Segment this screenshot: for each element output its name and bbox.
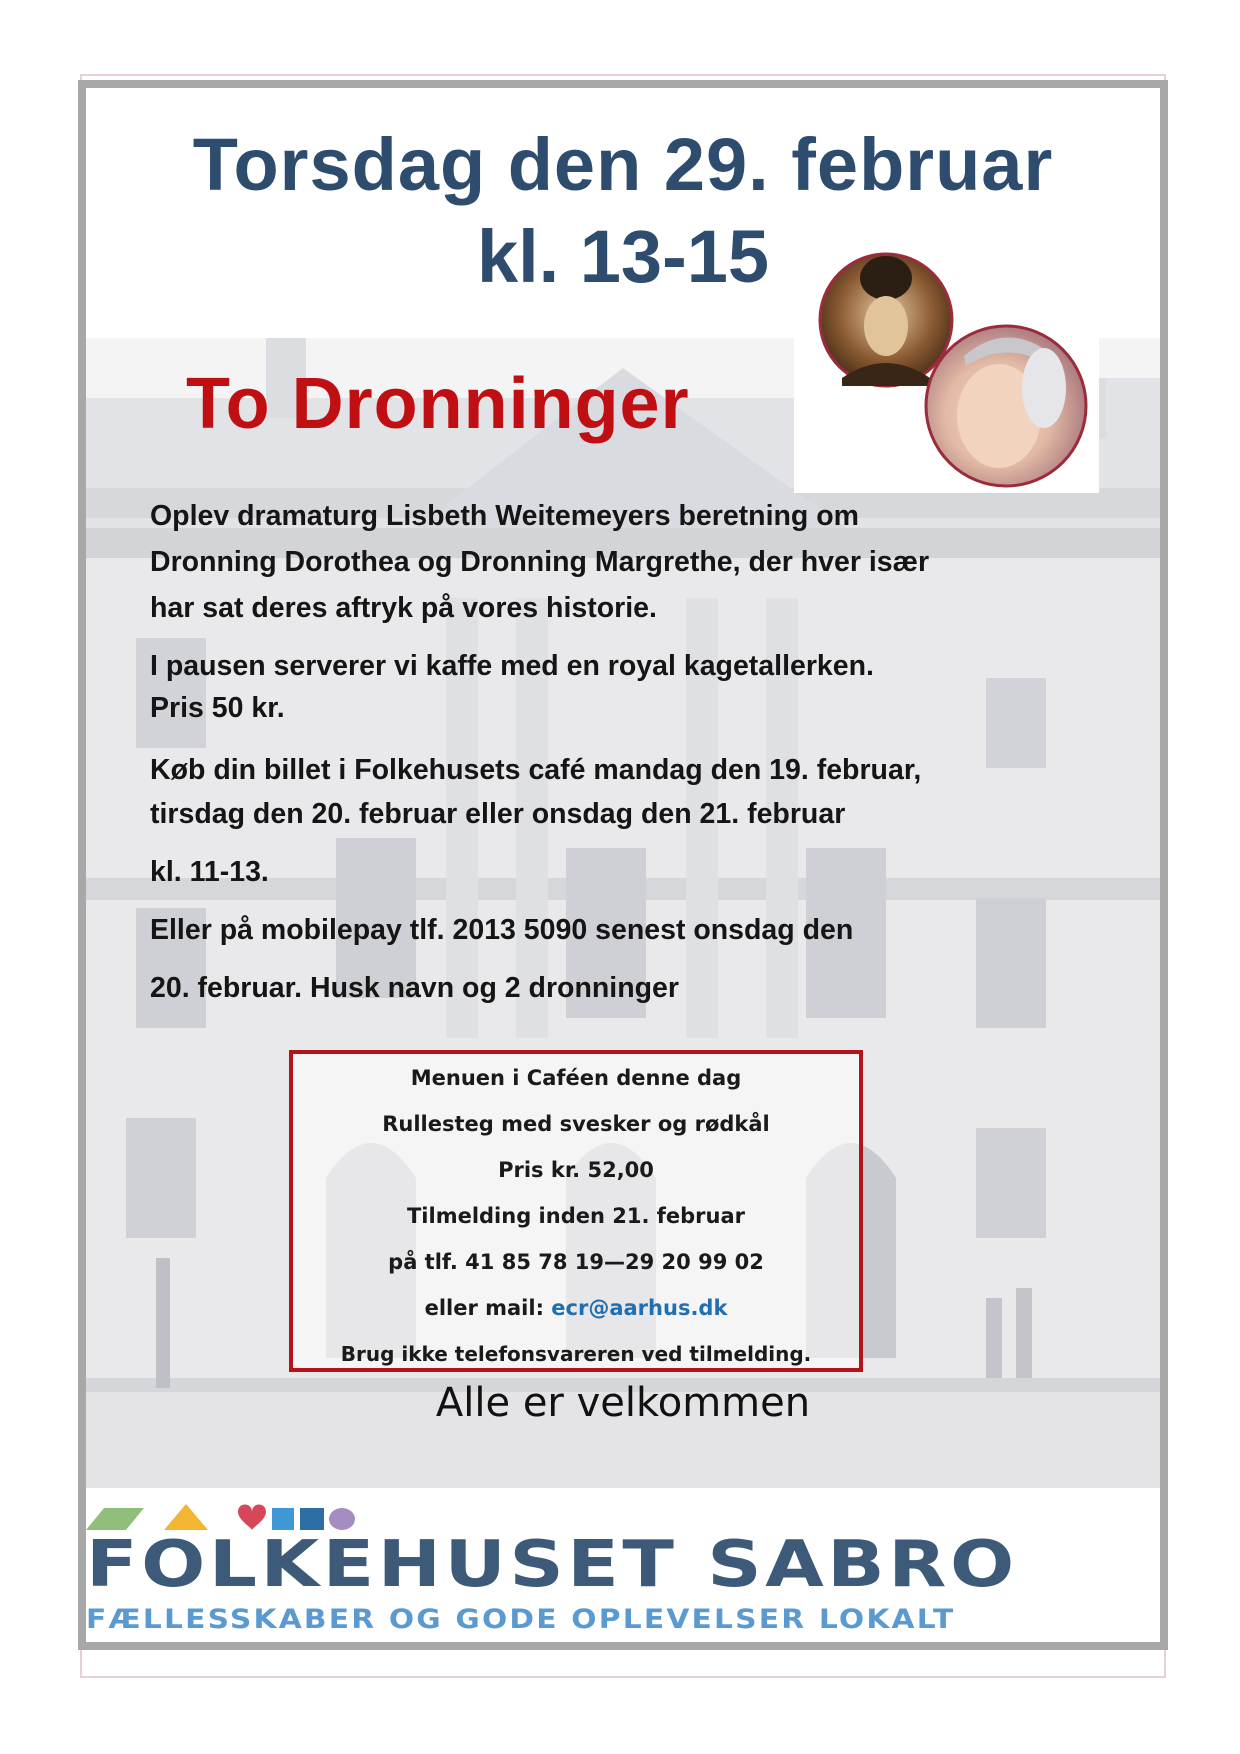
event-title: To Dronninger [186,364,690,444]
queen-margrethe-portrait [926,326,1086,486]
menu-price: Pris kr. 52,00 [498,1158,654,1182]
description-line: 20. februar. Husk navn og 2 dronninger [150,972,679,1004]
description-line: tirsdag den 20. februar eller onsdag den 21. februar [150,798,846,830]
price-line: Pris 50 kr. [150,692,285,724]
description-line: kl. 11-13. [150,856,269,888]
description-line: har sat deres aftryk på vores historie. [150,592,657,624]
description-line: Eller på mobilepay tlf. 2013 5090 senest onsdag den [150,914,854,946]
menu-note: Brug ikke telefonsvareren ved tilmelding. [340,1342,812,1366]
menu-mail-line [293,1296,859,1320]
folkehuset-logo [86,1488,1160,1642]
queen-dorothea-portrait [820,254,952,386]
menu-dish: Rullesteg med svesker og rødkål [382,1112,770,1136]
mail-link[interactable]: ecr@aarhus.dk [551,1296,728,1320]
event-date-heading: Torsdag den 29. februar [192,123,1054,206]
description-line: I pausen serverer vi kaffe med en royal kagetallerken. [150,650,874,682]
cafe-menu-box [289,1050,863,1372]
brand-name: FOLKEHUSET SABRO [86,1528,1018,1602]
queens-portraits [794,238,1099,493]
event-time-heading: kl. 13-15 [476,215,770,298]
description-line: Dronning Dorothea og Dronning Margrethe, der hver især [150,546,930,578]
brand-tagline: FÆLLESSKABER OG GODE OPLEVELSER LOKALT [86,1604,956,1635]
menu-heading: Menuen i Caféen denne dag [410,1066,742,1090]
welcome-text: Alle er velkommen [435,1380,811,1426]
mail-label: eller mail: [424,1296,544,1320]
description-line: Køb din billet i Folkehusets café mandag den 19. februar, [150,754,922,786]
menu-registration: Tilmelding inden 21. februar [406,1204,745,1228]
description-line: Oplev dramaturg Lisbeth Weitemeyers beretning om [150,500,859,532]
event-poster [78,80,1168,1650]
menu-phone: på tlf. 41 85 78 19—29 20 99 02 [388,1250,764,1274]
